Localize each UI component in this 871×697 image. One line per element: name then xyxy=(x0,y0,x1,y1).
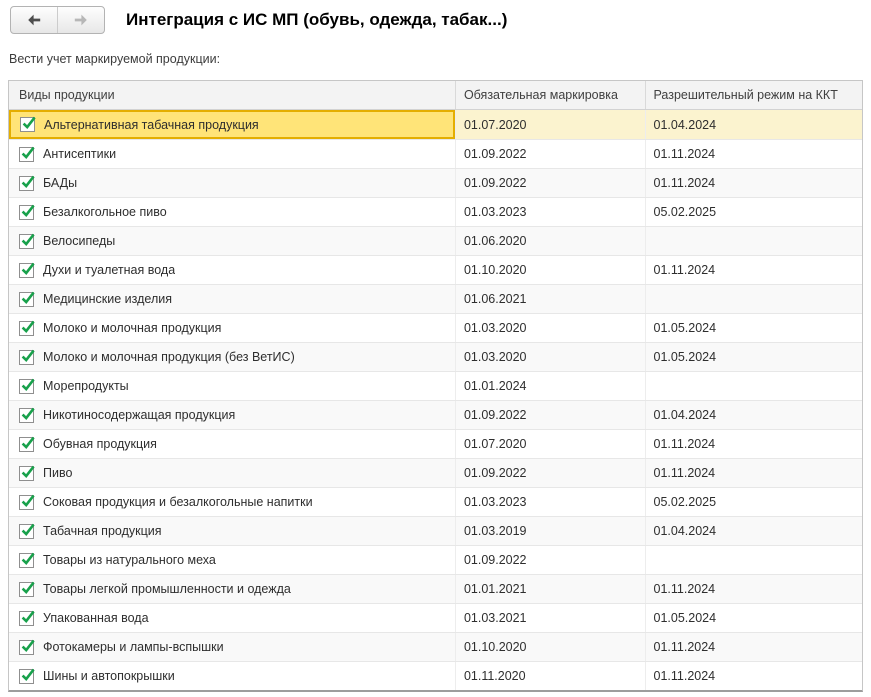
permissive-mode-cell[interactable] xyxy=(645,227,863,255)
table-row[interactable] xyxy=(9,516,862,545)
product-type-cell[interactable] xyxy=(9,662,455,690)
row-checkbox[interactable] xyxy=(19,263,34,278)
product-type-label: Шины и автопокрышки xyxy=(43,669,175,683)
mandatory-marking-cell[interactable]: 01.10.2020 xyxy=(455,633,645,661)
check-icon xyxy=(20,319,36,335)
permissive-mode-cell[interactable]: 01.11.2024 xyxy=(645,662,863,690)
mandatory-marking-cell[interactable]: 01.09.2022 xyxy=(455,169,645,197)
table-row[interactable] xyxy=(9,400,862,429)
mandatory-marking-cell[interactable]: 01.10.2020 xyxy=(455,256,645,284)
check-icon xyxy=(20,203,36,219)
permissive-mode-cell[interactable] xyxy=(645,546,863,574)
product-type-cell[interactable] xyxy=(9,227,455,255)
product-type-cell[interactable] xyxy=(9,633,455,661)
row-checkbox[interactable] xyxy=(19,466,34,481)
product-type-label: Товары из натурального меха xyxy=(43,553,216,567)
check-icon xyxy=(21,115,37,131)
product-type-cell[interactable] xyxy=(9,401,455,429)
product-type-label: БАДы xyxy=(43,176,78,190)
table-row[interactable] xyxy=(9,429,862,458)
table-row[interactable] xyxy=(9,255,862,284)
permissive-mode-cell[interactable]: 05.02.2025 xyxy=(645,488,863,516)
product-type-cell[interactable] xyxy=(9,140,455,168)
mandatory-marking-cell[interactable]: 01.09.2022 xyxy=(455,401,645,429)
mandatory-marking-cell[interactable]: 01.03.2023 xyxy=(455,488,645,516)
product-type-cell[interactable] xyxy=(9,459,455,487)
top-toolbar xyxy=(0,0,871,35)
row-checkbox[interactable] xyxy=(19,321,34,336)
row-checkbox[interactable] xyxy=(19,379,34,394)
product-type-label: Табачная продукция xyxy=(43,524,162,538)
table-body xyxy=(9,110,862,690)
marked-products-table xyxy=(8,80,863,692)
mandatory-marking-cell[interactable]: 01.03.2023 xyxy=(455,198,645,226)
product-type-cell[interactable] xyxy=(9,488,455,516)
check-icon xyxy=(20,348,36,364)
product-type-label: Пиво xyxy=(43,466,73,480)
mandatory-marking-cell[interactable]: 01.03.2020 xyxy=(455,343,645,371)
table-row[interactable] xyxy=(9,139,862,168)
mandatory-marking-cell[interactable]: 01.01.2024 xyxy=(455,372,645,400)
table-row[interactable] xyxy=(9,226,862,255)
permissive-mode-cell[interactable]: 05.02.2025 xyxy=(645,198,863,226)
product-type-cell[interactable] xyxy=(9,256,455,284)
permissive-mode-cell[interactable] xyxy=(645,372,863,400)
table-header-row xyxy=(9,81,862,110)
product-type-label: Альтернативная табачная продукция xyxy=(44,117,259,132)
mandatory-marking-cell[interactable]: 01.03.2020 xyxy=(455,314,645,342)
product-type-label: Никотиносодержащая продукция xyxy=(43,408,236,422)
table-row[interactable] xyxy=(9,487,862,516)
mandatory-marking-cell[interactable]: 01.06.2020 xyxy=(455,227,645,255)
table-row[interactable] xyxy=(9,661,862,690)
arrow-left-icon xyxy=(25,13,43,27)
table-row[interactable] xyxy=(9,545,862,574)
check-icon xyxy=(20,145,36,161)
table-row[interactable] xyxy=(9,371,862,400)
table-row[interactable] xyxy=(9,313,862,342)
permissive-mode-cell[interactable]: 01.11.2024 xyxy=(645,140,863,168)
permissive-mode-cell[interactable]: 01.11.2024 xyxy=(645,430,863,458)
product-type-label: Медицинские изделия xyxy=(43,292,172,306)
permissive-mode-cell[interactable]: 01.11.2024 xyxy=(645,169,863,197)
row-checkbox[interactable] xyxy=(19,640,34,655)
table-row[interactable] xyxy=(9,574,862,603)
product-type-label: Упакованная вода xyxy=(43,611,149,625)
mandatory-marking-cell[interactable]: 01.09.2022 xyxy=(455,546,645,574)
product-type-cell[interactable] xyxy=(9,546,455,574)
permissive-mode-cell[interactable] xyxy=(645,285,863,313)
row-checkbox[interactable] xyxy=(19,205,34,220)
table-row[interactable] xyxy=(9,342,862,371)
check-icon xyxy=(20,609,36,625)
mandatory-marking-cell[interactable]: 01.07.2020 xyxy=(455,110,645,139)
check-icon xyxy=(20,638,36,654)
row-checkbox[interactable] xyxy=(19,234,34,249)
permissive-mode-cell[interactable]: 01.11.2024 xyxy=(645,575,863,603)
check-icon xyxy=(20,551,36,567)
product-type-cell[interactable] xyxy=(9,372,455,400)
check-icon xyxy=(20,261,36,277)
mandatory-marking-cell[interactable]: 01.06.2021 xyxy=(455,285,645,313)
permissive-mode-cell[interactable]: 01.04.2024 xyxy=(645,517,863,545)
check-icon xyxy=(20,435,36,451)
table-row[interactable] xyxy=(9,110,862,139)
back-button[interactable] xyxy=(11,7,57,33)
mandatory-marking-cell[interactable]: 01.03.2019 xyxy=(455,517,645,545)
product-type-cell[interactable] xyxy=(9,604,455,632)
row-checkbox[interactable] xyxy=(19,669,34,684)
check-icon xyxy=(20,493,36,509)
table-row[interactable] xyxy=(9,632,862,661)
product-type-label: Безалкогольное пиво xyxy=(43,205,167,219)
permissive-mode-cell[interactable]: 01.11.2024 xyxy=(645,633,863,661)
check-icon xyxy=(20,377,36,393)
check-icon xyxy=(20,290,36,306)
row-checkbox[interactable] xyxy=(19,147,34,162)
permissive-mode-cell[interactable]: 01.05.2024 xyxy=(645,343,863,371)
mandatory-marking-cell[interactable]: 01.07.2020 xyxy=(455,430,645,458)
row-checkbox[interactable] xyxy=(19,582,34,597)
mandatory-marking-cell[interactable]: 01.11.2020 xyxy=(455,662,645,690)
permissive-mode-cell[interactable]: 01.04.2024 xyxy=(645,110,863,139)
product-type-label: Антисептики xyxy=(43,147,117,161)
table-row[interactable] xyxy=(9,197,862,226)
product-type-cell[interactable] xyxy=(9,285,455,313)
row-checkbox[interactable] xyxy=(19,437,34,452)
product-type-label: Духи и туалетная вода xyxy=(43,263,176,277)
mandatory-marking-cell[interactable]: 01.01.2021 xyxy=(455,575,645,603)
check-icon xyxy=(20,174,36,190)
product-type-cell[interactable] xyxy=(9,517,455,545)
permissive-mode-cell[interactable]: 01.11.2024 xyxy=(645,459,863,487)
permissive-mode-cell[interactable]: 01.04.2024 xyxy=(645,401,863,429)
row-checkbox[interactable] xyxy=(19,495,34,510)
table-row[interactable] xyxy=(9,603,862,632)
product-type-label: Велосипеды xyxy=(43,234,116,248)
product-type-cell[interactable] xyxy=(9,169,455,197)
product-type-cell[interactable] xyxy=(9,198,455,226)
check-icon xyxy=(20,522,36,538)
row-checkbox[interactable] xyxy=(19,176,34,191)
product-type-cell[interactable] xyxy=(9,430,455,458)
product-type-cell[interactable] xyxy=(9,575,455,603)
mandatory-marking-cell[interactable]: 01.03.2021 xyxy=(455,604,645,632)
arrow-right-icon xyxy=(72,13,90,27)
product-type-label: Фотокамеры и лампы-вспышки xyxy=(43,640,224,654)
row-checkbox[interactable] xyxy=(19,292,34,307)
check-icon xyxy=(20,464,36,480)
permissive-mode-cell[interactable]: 01.05.2024 xyxy=(645,314,863,342)
page-title: Интеграция с ИС МП (обувь, одежда, табак...) xyxy=(126,10,508,29)
column-header-mandatory-marking[interactable]: Обязательная маркировка xyxy=(455,81,645,109)
forward-button[interactable] xyxy=(57,7,104,33)
row-checkbox[interactable] xyxy=(19,408,34,423)
column-header-permissive-mode[interactable]: Разрешительный режим на ККТ xyxy=(645,81,863,109)
product-type-label: Морепродукты xyxy=(43,379,129,393)
product-type-label: Молоко и молочная продукция xyxy=(43,321,222,335)
table-row[interactable] xyxy=(9,284,862,313)
check-icon xyxy=(20,580,36,596)
table-row[interactable] xyxy=(9,458,862,487)
check-icon xyxy=(20,406,36,422)
check-icon xyxy=(20,232,36,248)
row-checkbox[interactable] xyxy=(19,350,34,365)
permissive-mode-cell[interactable]: 01.11.2024 xyxy=(645,256,863,284)
row-checkbox[interactable] xyxy=(19,611,34,626)
check-icon xyxy=(20,667,36,683)
table-row[interactable] xyxy=(9,168,862,197)
column-header-product-types[interactable]: Виды продукции xyxy=(19,88,115,102)
mandatory-marking-cell[interactable]: 01.09.2022 xyxy=(455,140,645,168)
product-type-cell[interactable] xyxy=(9,110,455,139)
row-checkbox[interactable] xyxy=(19,553,34,568)
row-checkbox[interactable] xyxy=(20,117,35,132)
product-type-label: Соковая продукция и безалкогольные напитки xyxy=(43,495,313,509)
product-type-label: Обувная продукция xyxy=(43,437,157,451)
product-type-cell[interactable] xyxy=(9,314,455,342)
keep-records-label: Вести учет маркируемой продукции: xyxy=(9,52,221,66)
product-type-cell[interactable] xyxy=(9,343,455,371)
permissive-mode-cell[interactable]: 01.05.2024 xyxy=(645,604,863,632)
mandatory-marking-cell[interactable]: 01.09.2022 xyxy=(455,459,645,487)
product-type-label: Молоко и молочная продукция (без ВетИС) xyxy=(43,350,295,364)
history-nav-group xyxy=(10,6,105,34)
product-type-label: Товары легкой промышленности и одежда xyxy=(43,582,291,596)
row-checkbox[interactable] xyxy=(19,524,34,539)
